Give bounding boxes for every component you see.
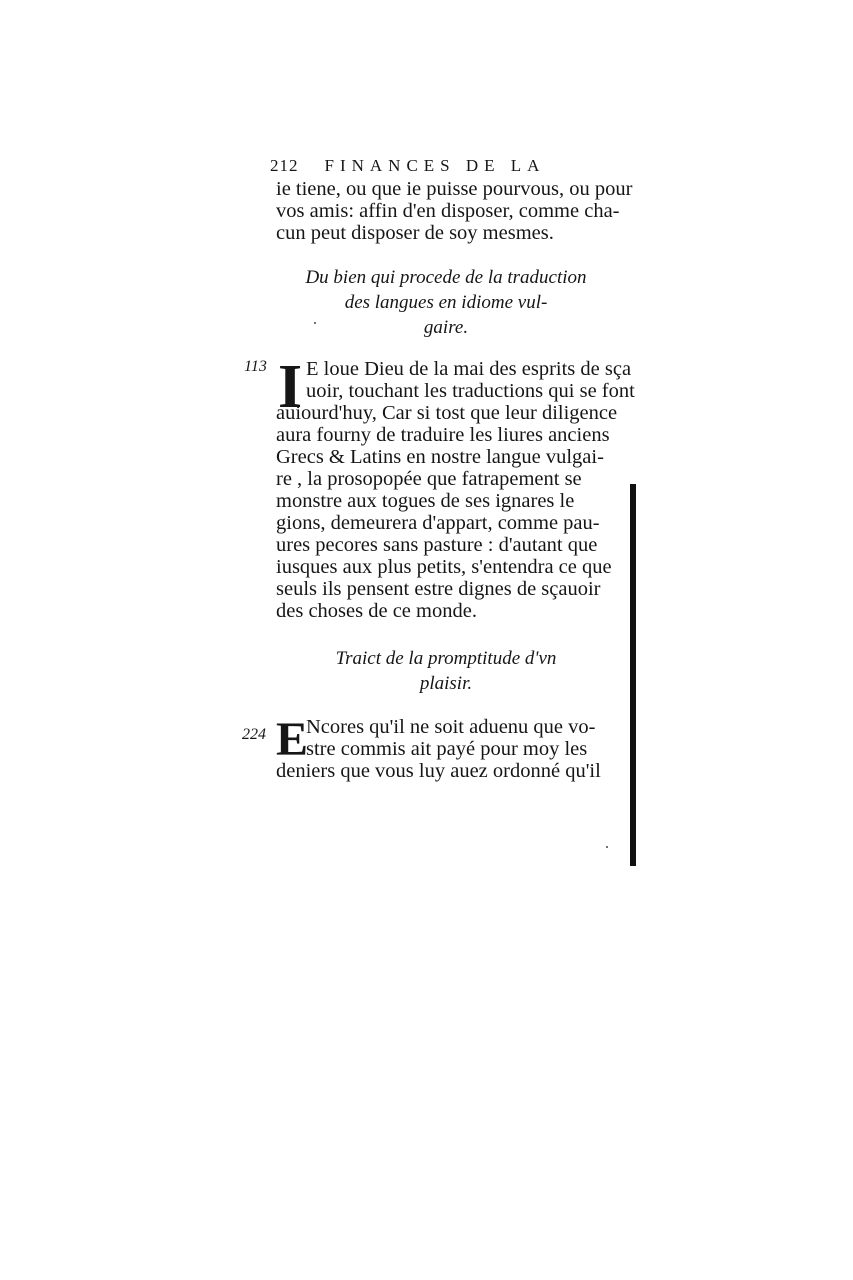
text-line: iusques aux plus petits, s'entendra ce que — [276, 556, 612, 578]
text-line: monstre aux togues de ses ignares le — [276, 490, 575, 512]
text-line: Ncores qu'il ne soit aduenu que vo- — [306, 716, 596, 738]
text-line: aura fourny de traduire les liures anciens — [276, 424, 610, 446]
text-line: re , la prosopopée que fatrapement se — [276, 468, 582, 490]
margin-number: 224 — [242, 726, 266, 743]
drop-capital: I — [278, 353, 303, 421]
text-line: ie tiene, ou que ie puisse pourvous, ou pour — [276, 178, 633, 200]
heading-line: des langues en idiome vul- — [344, 292, 548, 313]
page-header — [270, 156, 610, 176]
page-number: 212 — [270, 156, 299, 175]
section-heading — [276, 646, 616, 696]
text-line: des choses de ce monde. — [276, 600, 477, 622]
text-line: cun peut disposer de soy mesmes. — [276, 222, 554, 244]
text-line: seuls ils pensent estre dignes de sçauoir — [276, 578, 601, 600]
running-title: FINANCES DE LA — [324, 156, 546, 175]
text-line: vos amis: affin d'en disposer, comme cha- — [276, 200, 620, 222]
section-heading — [276, 265, 616, 340]
drop-capital: E — [276, 713, 309, 766]
text-line: E loue Dieu de la mai des esprits de sça — [306, 358, 632, 380]
heading-line: Traict de la promptitude d'vn — [335, 648, 557, 669]
heading-line: plaisir. — [419, 673, 473, 694]
intro-paragraph — [276, 178, 633, 244]
text-line: auiourd'huy, Car si tost que leur diligence — [276, 402, 618, 424]
text-line: uoir, touchant les traductions qui se font — [306, 380, 635, 402]
paragraph-224 — [276, 713, 616, 782]
heading-line: gaire. — [423, 317, 469, 338]
ink-speck — [314, 322, 316, 324]
margin-rule — [630, 484, 636, 866]
text-line: gions, demeurera d'appart, comme pau- — [276, 512, 600, 534]
margin-number: 113 — [244, 358, 267, 375]
text-line: stre commis ait payé pour moy les — [306, 738, 588, 760]
text-line: ures pecores sans pasture : d'autant que — [276, 534, 598, 556]
ink-speck — [606, 846, 608, 848]
paragraph-113 — [276, 353, 635, 622]
heading-line: Du bien qui procede de la traduction — [305, 267, 587, 288]
text-line: Grecs & Latins en nostre langue vulgai- — [276, 446, 604, 468]
text-line: deniers que vous luy auez ordonné qu'il — [276, 760, 601, 782]
